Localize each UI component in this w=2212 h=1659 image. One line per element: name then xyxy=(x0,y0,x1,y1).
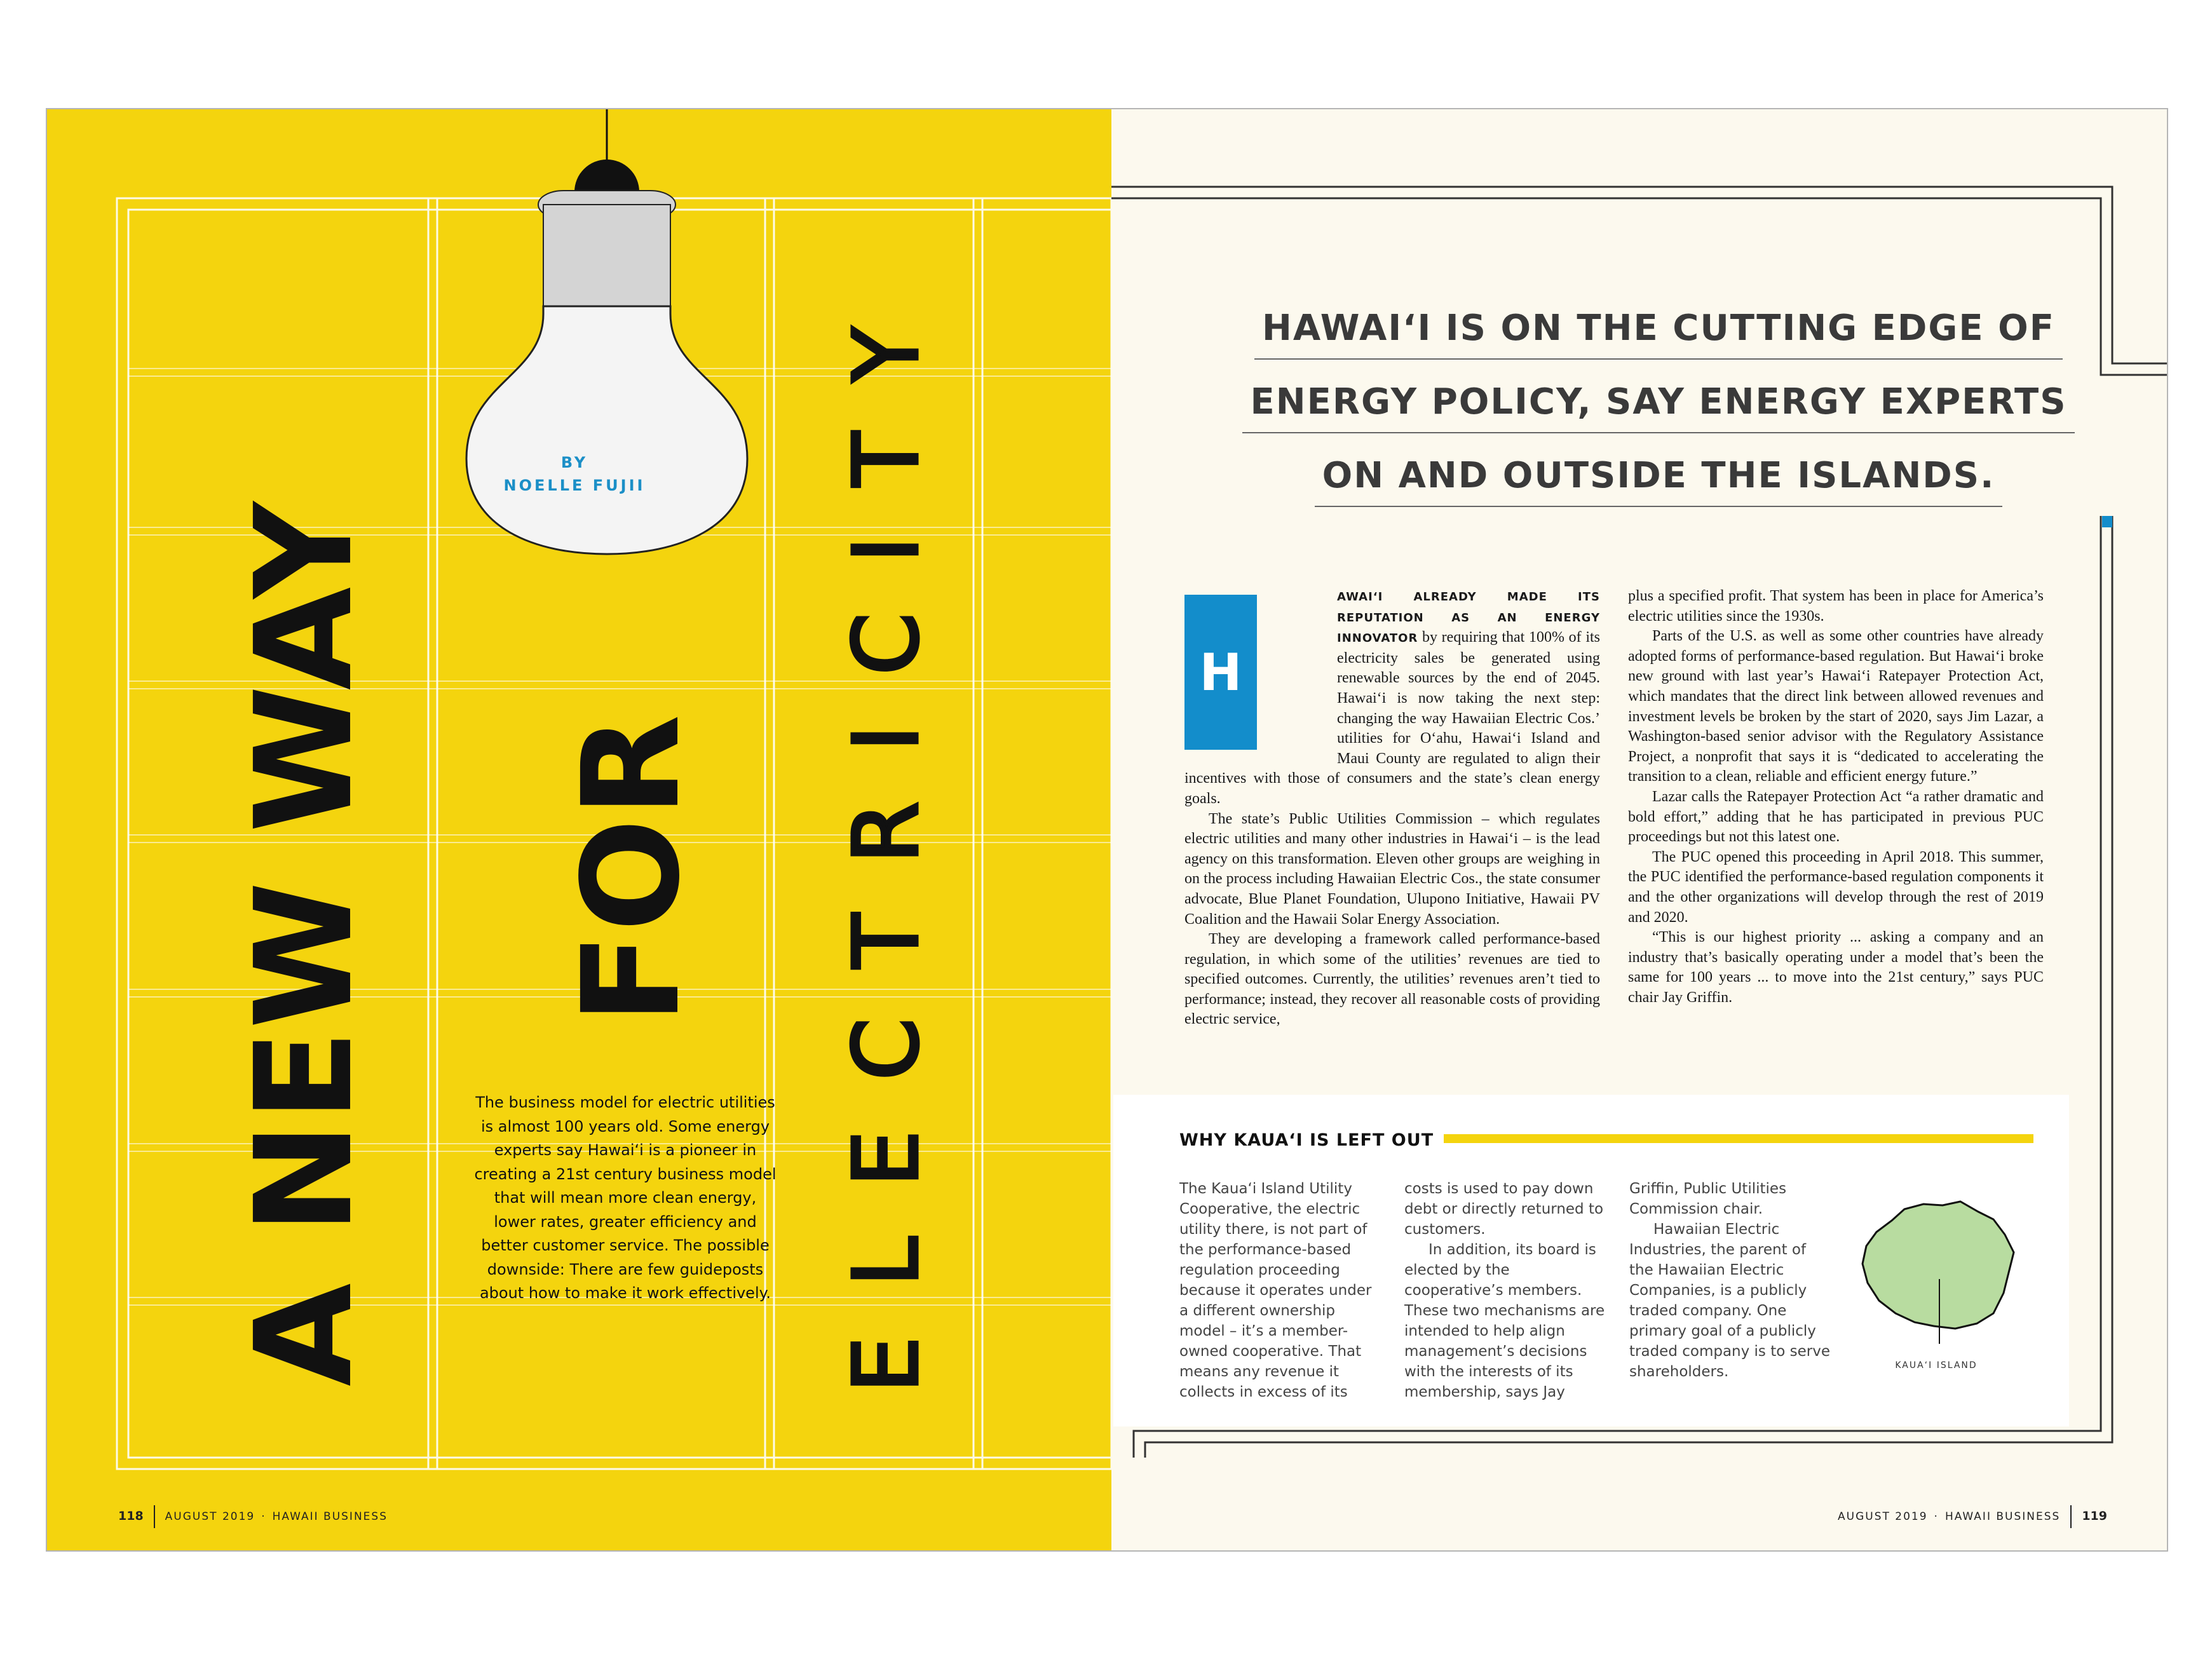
byline-author: NOELLE FUJII xyxy=(503,477,646,494)
article-paragraph-7: The PUC opened this proceeding in April 2018. This summer, the PUC identified the performance-based regulation components it and the other organizations will develop through the rest of 2019 and 2020. xyxy=(1628,848,2044,926)
lead-rest: by requiring that 100% of its electricity sales be generated using renewable sources by the end of 2045. Hawai‘i is now taking the next step: changing the way Hawaiian Electric Cos.’ utilities for O‘ahu, Hawai‘i Island and Maui County are regulated to align their incentives with those of consumers and the state’s clean energy goals. xyxy=(1184,629,1600,807)
folio-separator: · xyxy=(1934,1510,1939,1523)
sidebar-text: Griffin, Public Utilities Commission chair. xyxy=(1629,1181,1787,1217)
title-line-2: FOR xyxy=(553,713,709,1024)
article-paragraph-3: They are developing a framework called performance-based regulation, in which some of the utilities’ revenues are tied to specified outcomes. Currently, the utilities’ revenues aren’t tied to performance; instead, they recover all reasonable costs of providing electric service, xyxy=(1184,931,1600,1028)
sidebar-column-2 xyxy=(1404,1179,1608,1402)
drop-cap-spacer xyxy=(1184,586,1337,755)
drop-cap: H xyxy=(1184,595,1257,750)
title-line-1: A NEW WAY xyxy=(226,500,382,1386)
folio-separator: · xyxy=(261,1510,266,1523)
folio-divider xyxy=(2070,1505,2072,1528)
article-paragraph-4: plus a specified profit. That system has been in place for America’s electric utilities since the 1930s. xyxy=(1628,588,2044,625)
folio-magazine: HAWAII BUSINESS xyxy=(1944,1510,2061,1523)
sidebar-text: The Kaua‘i Island Utility Cooperative, the electric utility there, is not part of the performance-based regulation proceeding because it operates under a different ownership model – it’s a member-owned cooperative. That means any revenue it collects in excess of its xyxy=(1179,1181,1372,1400)
sidebar-box xyxy=(1113,1095,2069,1426)
intro-deck: The business model for electric utilities is almost 100 years old. Some energy experts say Hawai‘i is a pioneer in creating a 21st century business model that will mean more clean energy, lower rates, greater efficiency and better customer service. The possible downside: There are few guideposts about how to make it work effectively. xyxy=(474,1094,777,1302)
article-paragraph-8: “This is our highest priority ... asking a company and an industry that’s basically operating under a model that’s been the same for 100 years ... to move into the 21st century,” says PUC chair Jay Griffin. xyxy=(1628,929,2044,1006)
byline-by: BY xyxy=(560,454,588,471)
title-line-3: ELECTRICITY xyxy=(835,277,939,1393)
article-column-1 xyxy=(1184,586,1600,1030)
kauai-island-map-icon xyxy=(1854,1196,2019,1355)
lead-caps: AWAI‘I ALREADY MADE ITS REPUTATION AS AN ENERGY INNOVATOR xyxy=(1337,590,1600,646)
article-column-2 xyxy=(1628,586,2044,1008)
headline xyxy=(1150,299,2167,520)
article-paragraph-5: Parts of the U.S. as well as some other countries have already adopted forms of performance-based regulation. But Hawai‘i broke new ground with last year’s Hawai‘i Ratepayer Protection Act, which mandates that the direct link between allowed revenues and investment levels be broken by the start of 2020, says Jim Lazar, a Washington-based senior advisor with the Regulatory Assistance Project, a nonprofit that says it is “dedicated to accelerating the transition to a clean, reliable and efficient energy future.” xyxy=(1628,628,2044,785)
sidebar-title: WHY KAUA‘I IS LEFT OUT xyxy=(1179,1130,1434,1150)
article-paragraph-2: The state’s Public Utilities Commission – which regulates electric utilities and many other industries in Hawai‘i – is the lead agency on this transformation. Eleven other groups are weighing in on the process including Hawaiian Electric Cos., the state consumer advocate, Blue Planet Foundation, Ulupono Initiative, Hawaii PV Coalition and the Hawaii Solar Energy Association. xyxy=(1184,810,1600,928)
sidebar-column-1 xyxy=(1179,1179,1383,1402)
sidebar-text: costs is used to pay down debt or directly returned to customers. xyxy=(1404,1181,1604,1238)
headline-line-1: HAWAI‘I IS ON THE CUTTING EDGE OF xyxy=(1254,299,2063,360)
sidebar-text: Hawaiian Electric Industries, the parent of the Hawaiian Electric Companies, is a publicly traded company. One primary goal of a publicly traded company is to serve shareholders. xyxy=(1629,1221,1830,1380)
headline-line-2: ENERGY POLICY, SAY ENERGY EXPERTS xyxy=(1242,372,2074,433)
folio-date: AUGUST 2019 xyxy=(165,1510,255,1523)
headline-line-3: ON AND OUTSIDE THE ISLANDS. xyxy=(1315,446,2003,507)
folio-magazine: HAWAII BUSINESS xyxy=(272,1510,388,1523)
sidebar-rule xyxy=(1444,1134,2033,1143)
page-number: 119 xyxy=(2082,1509,2107,1523)
page-number: 118 xyxy=(118,1509,144,1523)
sidebar-text: In addition, its board is elected by the cooperative’s members. These two mechanisms are intended to help align management’s decisions with the interests of its membership, says Jay xyxy=(1404,1242,1605,1400)
folio-date: AUGUST 2019 xyxy=(1838,1510,1928,1523)
article-paragraph-6: Lazar calls the Ratepayer Protection Act “a rather dramatic and bold effort,” adding that he has participated in previous PUC proceedings but not this latest one. xyxy=(1628,788,2044,846)
folio-right xyxy=(1838,1505,2107,1528)
sidebar-column-3 xyxy=(1629,1179,1833,1382)
map-label: KAUA‘I ISLAND xyxy=(1895,1360,1978,1371)
